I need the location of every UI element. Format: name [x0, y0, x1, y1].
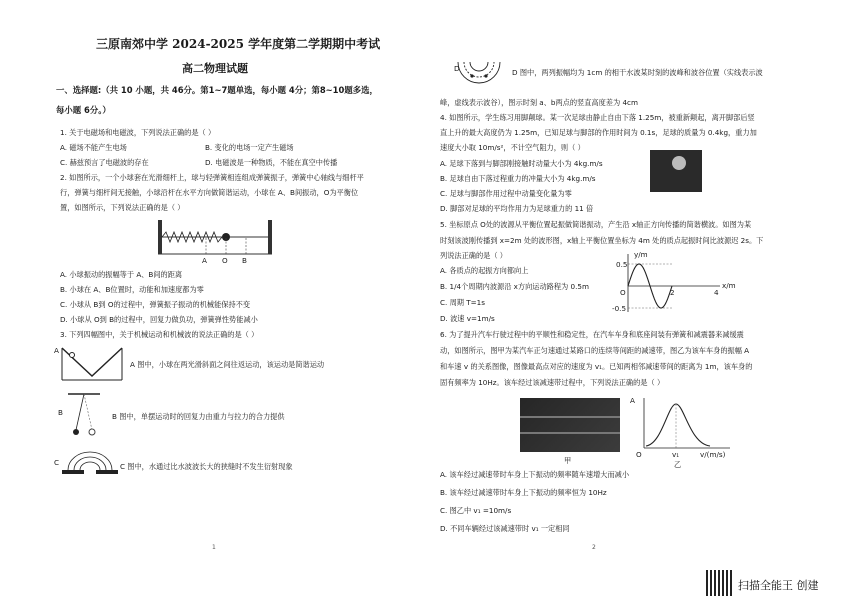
q5-stem-2: 时刻该波刚传播到 x=2m 处的波形图，x轴上平衡位置坐标为 4m 处的质点起振时间比波源迟 2s。下: [440, 236, 764, 245]
scanner-watermark: [706, 570, 856, 600]
q5-option-b: B. 1/4个周期内波源沿 x方向运动路程为 0.5m: [440, 282, 589, 291]
q1-stem: 1. 关于电磁场和电磁波，下列说法正确的是（ ）: [60, 128, 216, 137]
q5-option-d: D. 波速 v=1m/s: [440, 314, 495, 323]
q6-graph-x-label: v/(m/s): [700, 450, 726, 459]
page-number-1: 1: [212, 544, 216, 551]
q5-graph-y-tick-neg: -0.5: [612, 304, 627, 313]
q5-stem-1: 5. 坐标原点 O处的波源从平衡位置起振做简谐振动，产生沿 x轴正方向传播的简谐横波。如图为某: [440, 220, 752, 229]
q2-label-a: A: [202, 256, 207, 265]
q2-stem-3: 置，如图所示，下列说法正确的是（ ）: [60, 203, 185, 212]
page-number-2: 2: [592, 544, 596, 551]
q5-wave-graph: [616, 252, 726, 316]
q3-option-d-line-1: D 图中，两列振幅均为 1cm 的相干水波某时刻的波峰和波谷位置（实线表示波: [512, 68, 763, 77]
q1-option-c: C. 赫兹预言了电磁波的存在: [60, 158, 149, 167]
q1-option-d: D. 电磁波是一种物质，不能在真空中传播: [205, 158, 338, 167]
q6-stem-2: 动，如图所示，图甲为某汽车正匀速通过某路口的连续等间距的减速带，图乙为该车车身的振幅 A: [440, 346, 750, 355]
qr-code-icon: [706, 570, 732, 596]
q6-stem-3: 和车速 v 的关系图像，图像最高点对应的速度为 v₁。已知两相邻减速带间的距离为 1m，该车身的: [440, 362, 753, 371]
q1-option-b: B. 变化的电场一定产生磁场: [205, 143, 294, 152]
q6-option-d: D. 不同车辆经过该减速带时 v₁ 一定相同: [440, 524, 570, 533]
q5-graph-y-tick-pos: 0.5: [616, 260, 628, 269]
q6-option-a: A. 该车经过减速带时车身上下振动的频率随车速增大而减小: [440, 470, 630, 479]
q5-graph-x-label: x/m: [722, 281, 736, 290]
q6-stem-4: 固有频率为 10Hz。该车经过该减速带过程中，下列说法正确的是（ ）: [440, 378, 665, 387]
q4-football-photo: [650, 150, 702, 192]
q5-graph-origin: O: [620, 288, 626, 297]
q2-spring-diagram: [158, 218, 278, 264]
q4-option-b: B. 足球自由下落过程重力的冲量大小为 4kg.m/s: [440, 174, 596, 183]
q5-option-c: C. 周期 T=1s: [440, 298, 485, 307]
q6-figure-yi-label: 乙: [674, 460, 682, 469]
q3-label-a: A: [54, 346, 59, 355]
q2-label-o: O: [222, 256, 228, 265]
q5-graph-x-tick-2: 2: [670, 288, 675, 297]
q3-stem: 3. 下列四幅图中，关于机械运动和机械波的说法正确的是（ ）: [60, 330, 259, 339]
q3-option-d-line-2: 峰，虚线表示波谷），图示时刻 a、b两点的竖直高度差为 4cm: [440, 98, 638, 107]
q5-graph-y-label: y/m: [634, 250, 648, 259]
q2-label-b: B: [242, 256, 247, 265]
q6-graph-origin: O: [636, 450, 642, 459]
q3-figure-c-slit-diffraction: [62, 448, 118, 476]
q3-label-b: B: [58, 408, 63, 417]
q3-option-a: A 图中，小球在两光滑斜面之间往返运动，该运动是简谐运动: [130, 360, 325, 369]
q3-option-b: B 图中，单摆运动时的回复力由重力与拉力的合力提供: [112, 412, 285, 421]
q3-option-c: C 图中，水通过比水波波长大的狭缝时不发生衍射现象: [120, 462, 293, 471]
exam-subtitle: 高二物理试题: [182, 62, 248, 75]
q3-figure-b-pendulum: [64, 392, 104, 440]
scanner-brand-text: 扫描全能王 创建: [738, 579, 819, 592]
football-icon: [672, 156, 686, 170]
exam-title: 三原南郊中学 2024-2025 学年度第二学期期中考试: [96, 37, 381, 51]
q5-option-a: A. 各质点的起振方向都向上: [440, 266, 529, 275]
q6-amplitude-speed-graph: [636, 396, 736, 458]
q5-stem-3: 列说法正确的是（ ）: [440, 251, 507, 260]
q6-graph-v1-label: v₁: [672, 450, 680, 459]
q2-option-a: A. 小球振动的振幅等于 A、B间的距离: [60, 270, 183, 279]
q2-option-d: D. 小球从 O到 B的过程中，回复力做负功，弹簧弹性势能减小: [60, 315, 258, 324]
q4-stem-2: 直上升的最大高度仍为 1.25m，已知足球与脚部的作用时间为 0.1s，足球的质量为 0.4kg，重力加: [440, 128, 757, 137]
section-heading: 一、选择题:（共 10 小题，共 46分。第1~7题单选，每小题 4分；第8~10题多选，: [56, 85, 378, 95]
q3-figure-a-inclines: [62, 346, 122, 382]
q6-figure-jia-label: 甲: [564, 456, 572, 465]
q3-label-c: C: [54, 458, 60, 467]
q2-option-b: B. 小球在 A、B位置时，动能和加速度都为零: [60, 285, 204, 294]
q4-option-a: A. 足球下落到与脚部刚接触时动量大小为 4kg.m/s: [440, 159, 603, 168]
q4-option-c: C. 足球与脚部作用过程中动量变化量为零: [440, 189, 572, 198]
q4-stem-3: 速度大小取 10m/s²，不计空气阻力，则（ ）: [440, 143, 585, 152]
q6-option-b: B. 该车经过减速带时车身上下振动的频率恒为 10Hz: [440, 488, 607, 497]
q3-figure-d-interference: [454, 56, 504, 86]
q2-stem-1: 2. 如图所示，一个小球套在光滑细杆上，球与轻弹簧相连组成弹簧振子，弹簧中心轴线与细杆平: [60, 173, 364, 182]
section-heading-cont: 每小题 6分。）: [56, 105, 111, 115]
q6-speed-bump-photo: [520, 398, 620, 452]
q1-option-a: A. 磁场不能产生电场: [60, 143, 127, 152]
exam-page-2: [430, 0, 860, 608]
q2-option-c: C. 小球从 B到 O的过程中，弹簧振子振动的机械能保持不变: [60, 300, 251, 309]
q4-stem-1: 4. 如图所示，学生练习用脚颠球。某一次足球由静止自由下落 1.25m，被重新颠起，离开脚部后竖: [440, 113, 755, 122]
q2-stem-2: 行，弹簧与细杆间无接触，小球沿杆在水平方向做简谐运动，小球在 A、B间振动，O为平衡位: [60, 188, 359, 197]
q6-stem-1: 6. 为了提升汽车行驶过程中的平顺性和稳定性，在汽车车身和底座间装有弹簧和减震器来减缓震: [440, 330, 744, 339]
q6-graph-y-label: A: [630, 396, 635, 405]
q4-option-d: D. 脚部对足球的平均作用力为足球重力的 11 倍: [440, 204, 594, 213]
q6-option-c: C. 图乙中 v₁ =10m/s: [440, 506, 512, 515]
q3-label-d: D: [454, 64, 460, 73]
q5-graph-x-tick-4: 4: [714, 288, 719, 297]
